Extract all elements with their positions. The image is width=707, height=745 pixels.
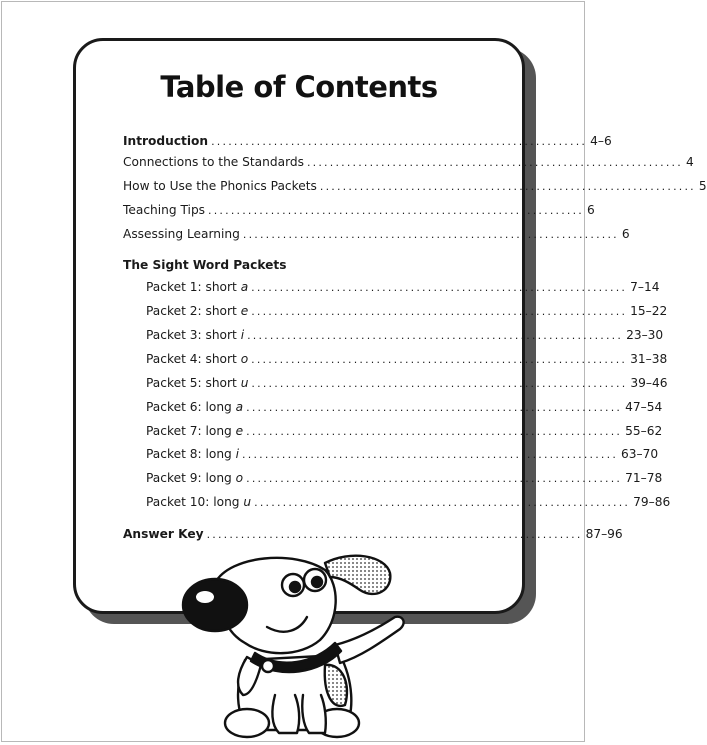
entry-label: Connections to the Standards: [123, 155, 304, 169]
section-heading: The Sight Word Packets: [123, 258, 287, 272]
entry-label: Answer Key: [123, 527, 204, 541]
entry-label: Packet 8: long i: [146, 447, 240, 461]
entry-pages: 47–54: [625, 400, 663, 414]
toc-entry-packet-8[interactable]: [146, 446, 659, 462]
toc-entry-packet-7[interactable]: [146, 423, 663, 439]
entry-pages: 15–22: [630, 304, 668, 318]
entry-label: Packet 1: short a: [146, 280, 249, 294]
toc-entry-assessing[interactable]: [123, 226, 630, 242]
entry-pages: 6: [587, 203, 595, 217]
leader-dots: ..................................................................: [211, 135, 588, 148]
leader-dots: ..................................................................: [306, 156, 683, 169]
toc-entry-packet-9[interactable]: [146, 470, 663, 486]
entry-label: Packet 10: long u: [146, 495, 252, 509]
leader-dots: ..................................................................: [242, 448, 619, 461]
entry-label: Packet 4: short o: [146, 352, 249, 366]
leader-dots: ..................................................................: [251, 305, 628, 318]
entry-pages: 5: [698, 179, 707, 193]
toc-entry-how-to-use[interactable]: [123, 178, 707, 194]
entry-pages: 6: [621, 227, 630, 241]
entry-pages: 55–62: [625, 424, 663, 438]
entry-label: Packet 3: short i: [146, 328, 245, 342]
leader-dots: ..................................................................: [206, 528, 583, 541]
toc-entry-packet-6[interactable]: [146, 399, 663, 415]
entry-label: Teaching Tips: [123, 203, 206, 217]
entry-pages: 63–70: [621, 447, 659, 461]
entry-label: Packet 2: short e: [146, 304, 249, 318]
toc-entry-packet-3[interactable]: [146, 327, 664, 343]
entry-pages: 79–86: [633, 495, 671, 509]
toc-entry-packet-1[interactable]: [146, 279, 660, 295]
entry-pages: 23–30: [626, 328, 664, 342]
entry-label: Introduction: [123, 134, 209, 148]
leader-dots: ..................................................................: [242, 228, 619, 241]
entry-label: Packet 5: short u: [146, 376, 249, 390]
entry-label: Packet 9: long o: [146, 471, 244, 485]
entry-pages: 87–96: [585, 527, 623, 541]
entry-pages: 4–6: [590, 134, 612, 148]
entry-label: How to Use the Phonics Packets: [123, 179, 317, 193]
toc-entry-standards[interactable]: [123, 154, 694, 170]
entry-pages: 31–38: [630, 352, 668, 366]
entry-label: Packet 6: long a: [146, 400, 244, 414]
leader-dots: ..................................................................: [254, 496, 631, 509]
leader-dots: ..................................................................: [247, 329, 624, 342]
page-title: Table of Contents: [160, 70, 438, 104]
entry-label: Packet 7: long e: [146, 424, 244, 438]
leader-dots: ..................................................................: [251, 281, 628, 294]
entry-pages: 39–46: [630, 376, 668, 390]
toc-entry-teaching-tips[interactable]: [123, 202, 595, 218]
toc-entry-packet-2[interactable]: [146, 303, 668, 319]
leader-dots: ..................................................................: [319, 180, 696, 193]
cartoon-dog-icon: [175, 545, 415, 740]
entry-pages: 4: [685, 155, 694, 169]
toc-entry-answer-key[interactable]: [123, 526, 623, 542]
leader-dots: ..................................................................: [246, 472, 623, 485]
entry-label: Assessing Learning: [123, 227, 240, 241]
toc-entry-packet-10[interactable]: [146, 494, 671, 510]
toc-entry-introduction[interactable]: [123, 133, 612, 149]
leader-dots: ..................................................................: [246, 401, 623, 414]
leader-dots: ..................................................................: [251, 377, 628, 390]
leader-dots: ..................................................................: [208, 204, 585, 217]
entry-pages: 7–14: [630, 280, 660, 294]
toc-entry-packet-5[interactable]: [146, 375, 668, 391]
entry-pages: 71–78: [625, 471, 663, 485]
leader-dots: ..................................................................: [251, 353, 628, 366]
toc-entry-packet-4[interactable]: [146, 351, 668, 367]
leader-dots: ..................................................................: [246, 425, 623, 438]
